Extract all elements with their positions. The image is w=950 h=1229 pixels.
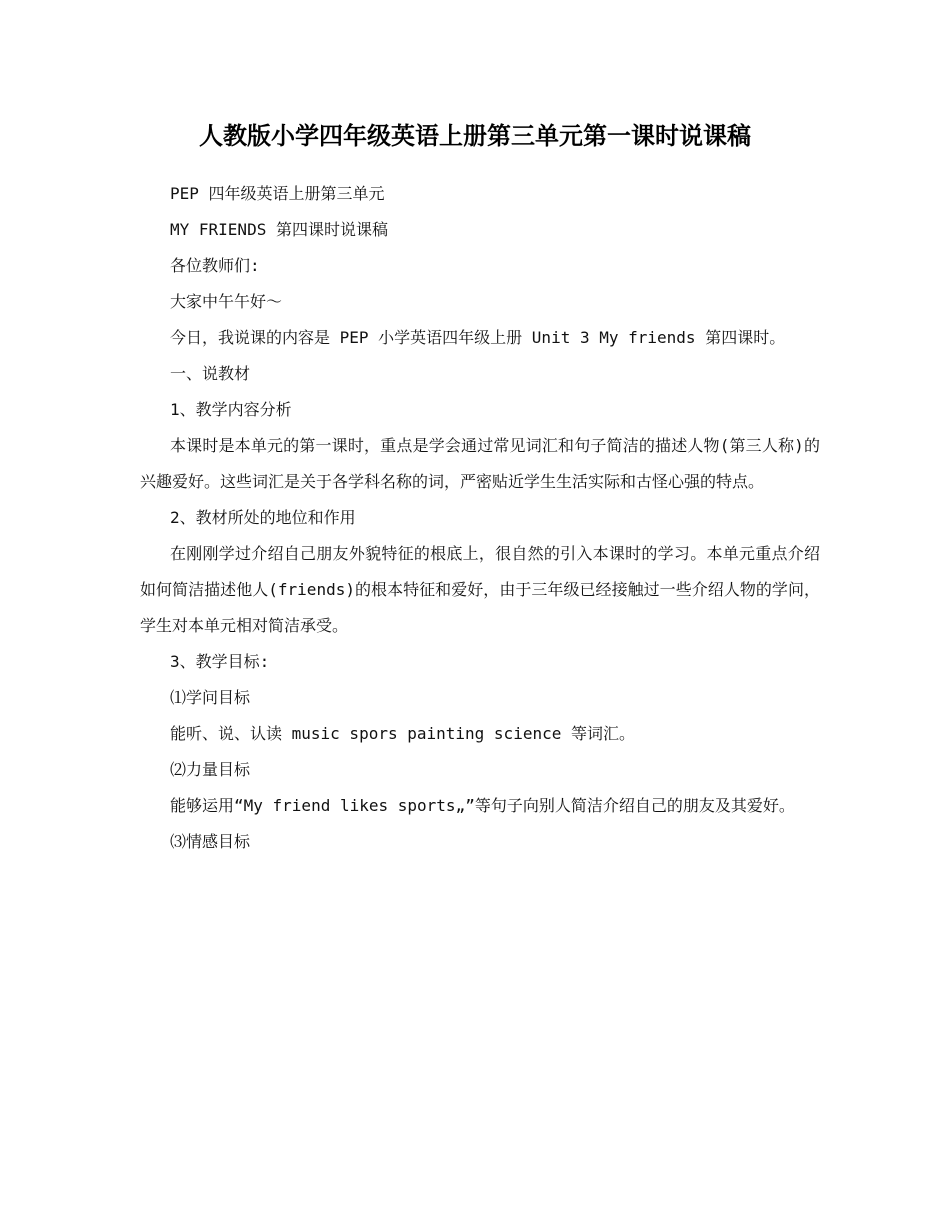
goal-knowledge-heading: ⑴学问目标: [170, 688, 251, 707]
paragraph-content-analysis: 本课时是本单元的第一课时，重点是学会通过常见词汇和句子简洁的描述人物(第三人称)的兴趣爱好。这些词汇是关于各学科名称的词，严密贴近学生生活实际和古怪心强的特点。: [140, 436, 820, 491]
section-heading-textbook: 一、说教材: [170, 364, 251, 383]
goal-ability-heading: ⑵力量目标: [170, 760, 251, 779]
subheading-position-role: 2、教材所处的地位和作用: [170, 508, 356, 527]
subheading-teaching-goals: 3、教学目标:: [170, 652, 270, 671]
paragraph-position-role: 在刚刚学过介绍自己朋友外貌特征的根底上，很自然的引入本课时的学习。本单元重点介绍如何简洁描述他人(friends)的根本特征和爱好，由于三年级已经接触过一些介绍人物的学问，学生对本单元相对简洁承受。: [140, 544, 820, 635]
goal-emotion-heading: ⑶情感目标: [170, 832, 251, 851]
paragraph-subtitle-2: MY FRIENDS 第四课时说课稿: [170, 220, 388, 239]
document-body: [140, 176, 820, 860]
goal-ability-text: 能够运用“My friend likes sports„”等句子向别人简洁介绍自己的朋友及其爱好。: [170, 796, 795, 815]
goal-knowledge-text: 能听、说、认读 music spors painting science 等词汇。: [170, 724, 635, 743]
paragraph-salutation: 大家中午午好～: [170, 292, 283, 311]
subheading-content-analysis: 1、教学内容分析: [170, 400, 292, 419]
paragraph-intro: 今日，我说课的内容是 PEP 小学英语四年级上册 Unit 3 My friends 第四课时。: [170, 328, 786, 347]
paragraph-greeting: 各位教师们:: [170, 256, 260, 275]
paragraph-subtitle-1: PEP 四年级英语上册第三单元: [170, 184, 385, 203]
document-title: 人教版小学四年级英语上册第三单元第一课时说课稿: [199, 121, 751, 150]
